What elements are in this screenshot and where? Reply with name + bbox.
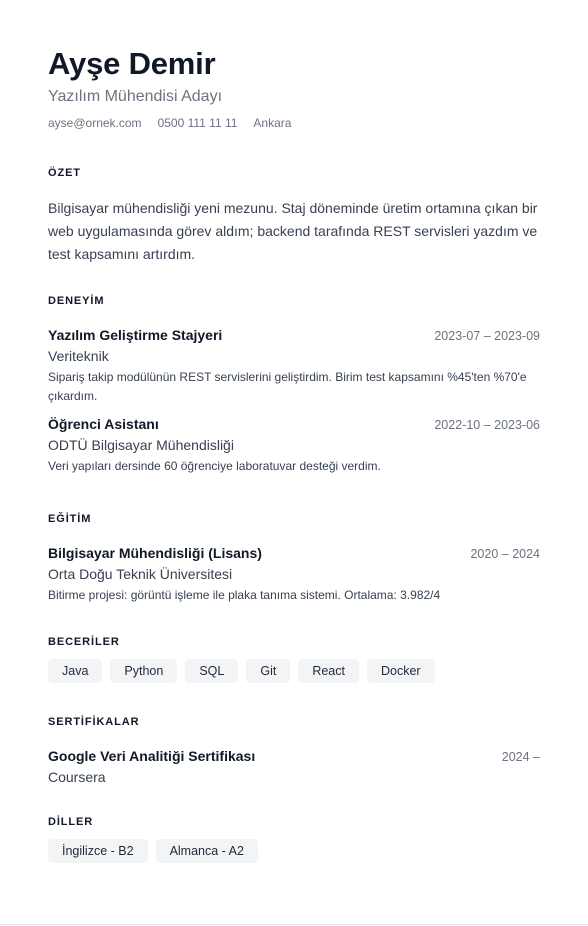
entry-date: 2023-07 – 2023-09: [434, 329, 540, 343]
entry-title: Yazılım Geliştirme Stajyeri: [48, 327, 223, 343]
skill-chip: SQL: [185, 659, 238, 683]
entry-description: Sipariş takip modülünün REST servislerini geliştirdim. Birim test kapsamını %45'ten %70'e çıkardım.: [48, 370, 527, 403]
person-name: Ayşe Demir: [48, 46, 216, 81]
entry-organization: Veriteknik: [48, 348, 109, 364]
section-title-summary: ÖZET: [48, 167, 81, 179]
summary-text: Bilgisayar mühendisliği yeni mezunu. Staj döneminde üretim ortamına çıkan bir web uygulamasında görev aldım; backend tarafında REST servisleri yazdım ve test kapsamını artırdım.: [48, 200, 538, 262]
languages-list: [48, 839, 540, 863]
certificates-section: [48, 715, 540, 787]
email-text: ayse@ornek.com: [48, 116, 142, 130]
experience-entry: [48, 325, 540, 406]
job-title: Yazılım Mühendisi Adayı: [48, 88, 223, 105]
section-title-experience: DENEYİM: [48, 295, 105, 307]
entry-date: 2022-10 – 2023-06: [434, 418, 540, 432]
entry-description: Veri yapıları dersinde 60 öğrenciye laboratuvar desteği verdim.: [48, 459, 381, 473]
skill-chip: Java: [48, 659, 102, 683]
skills-section: [48, 635, 540, 683]
experience-section: [48, 294, 540, 476]
location-text: Ankara: [253, 116, 292, 130]
entry-title: Bilgisayar Mühendisliği (Lisans): [48, 545, 262, 561]
summary-section: [48, 166, 540, 266]
education-section: [48, 512, 540, 605]
skill-chip: Docker: [367, 659, 435, 683]
entry-title: Google Veri Analitiği Sertifikası: [48, 748, 256, 764]
page-bottom-divider: [0, 924, 588, 925]
education-entry: [48, 543, 540, 605]
section-title-languages: DİLLER: [48, 816, 94, 828]
entry-date: 2024 –: [501, 750, 540, 764]
languages-section: [48, 815, 540, 863]
skill-chip: Git: [246, 659, 290, 683]
section-title-certificates: SERTİFİKALAR: [48, 716, 140, 728]
phone-text: 0500 111 11 11: [157, 116, 238, 130]
certificate-entry: [48, 746, 540, 787]
entry-organization: Coursera: [48, 769, 106, 785]
skill-chip: Python: [110, 659, 177, 683]
entry-date: 2020 – 2024: [470, 547, 540, 561]
section-title-skills: BECERİLER: [48, 636, 120, 648]
entry-title: Öğrenci Asistanı: [48, 416, 159, 432]
entry-organization: ODTÜ Bilgisayar Mühendisliği: [48, 437, 234, 453]
contact-info: [48, 115, 540, 131]
language-chip: İngilizce - B2: [48, 839, 148, 863]
section-title-education: EĞİTİM: [48, 513, 92, 525]
entry-description: Bitirme projesi: görüntü işleme ile plaka tanıma sistemi. Ortalama: 3.982/4: [48, 588, 441, 602]
language-chip: Almanca - A2: [156, 839, 258, 863]
experience-entry: [48, 414, 540, 476]
skills-list: [48, 659, 540, 683]
resume-page: [48, 44, 540, 858]
skill-chip: React: [298, 659, 359, 683]
entry-organization: Orta Doğu Teknik Üniversitesi: [48, 566, 233, 582]
